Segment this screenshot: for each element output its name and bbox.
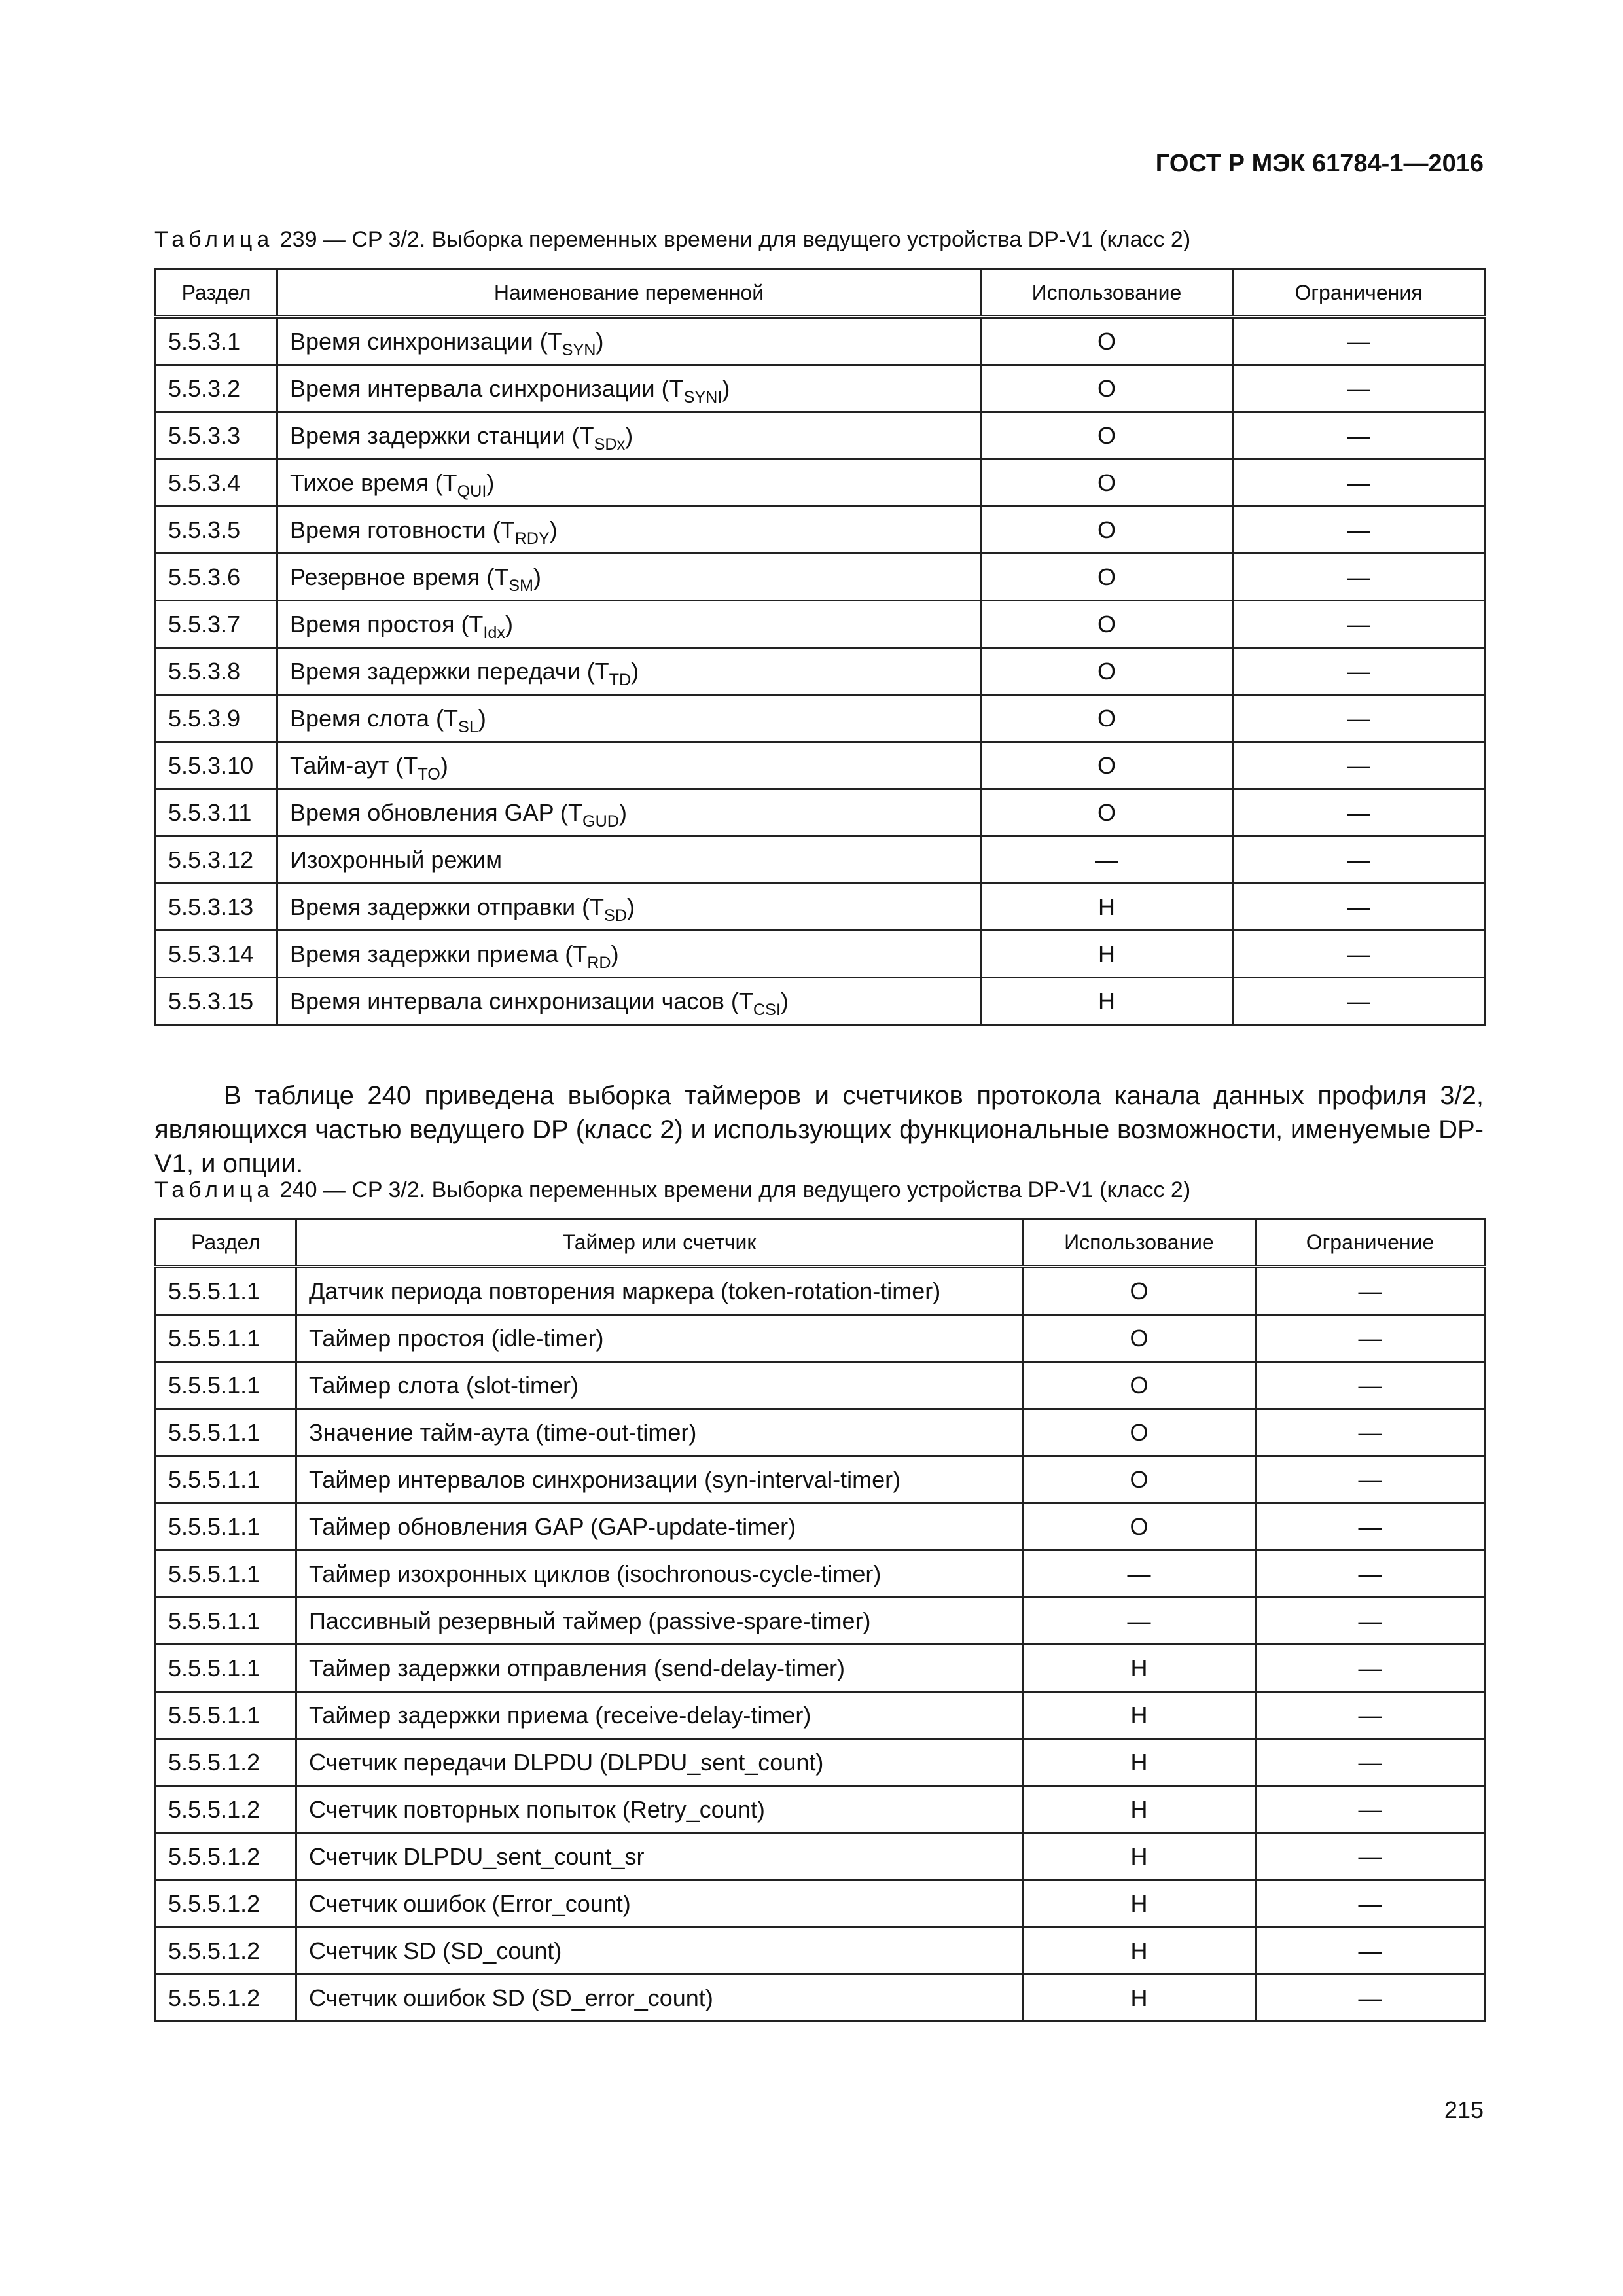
table-row: [156, 931, 1485, 978]
restriction-cell: —: [1233, 648, 1485, 695]
restriction-cell: —: [1233, 507, 1485, 554]
timer-name-cell: Счетчик ошибок SD (SD_error_count): [296, 1975, 1023, 2022]
table-row: [156, 648, 1485, 695]
table-row: [156, 1786, 1485, 1833]
restriction-cell: —: [1233, 601, 1485, 648]
variable-subscript: RDY: [514, 529, 550, 548]
restriction-cell: —: [1233, 459, 1485, 507]
variable-name-cell: [277, 836, 981, 884]
table-row: [156, 884, 1485, 931]
table-row: [156, 1692, 1485, 1739]
timer-name-cell: Пассивный резервный таймер (passive-spare-timer): [296, 1598, 1023, 1645]
section-cell: 5.5.5.1.1: [156, 1266, 296, 1315]
variable-name-cell: [277, 789, 981, 836]
variable-name: Время задержки передачи (T: [290, 657, 609, 685]
variable-name-cell: [277, 459, 981, 507]
variable-subscript: Idx: [483, 623, 506, 642]
usage-cell: O: [981, 412, 1233, 459]
section-cell: 5.5.5.1.1: [156, 1315, 296, 1362]
variable-subscript: SYNI: [683, 387, 722, 406]
column-header-usage: Использование: [1023, 1219, 1256, 1267]
section-cell: 5.5.5.1.2: [156, 1739, 296, 1786]
section-cell: 5.5.5.1.1: [156, 1456, 296, 1503]
page-number: 215: [1444, 2096, 1484, 2123]
restriction-cell: —: [1233, 554, 1485, 601]
usage-cell: O: [981, 317, 1233, 365]
section-cell: 5.5.3.15: [156, 978, 277, 1025]
restriction-cell: —: [1256, 1833, 1485, 1880]
caption-text: 239 — CP 3/2. Выборка переменных времени для ведущего устройства DP-V1 (класс 2): [274, 227, 1191, 252]
usage-cell: H: [981, 884, 1233, 931]
table-row: [156, 1833, 1485, 1880]
section-cell: 5.5.3.12: [156, 836, 277, 884]
body-paragraph: В таблице 240 приведена выборка таймеров и счетчиков протокола канала данных профиля 3/2, являющихся частью ведущего DP (класс 2) и использующих функциональные возможности, именуемые DP-V1, и опции.: [154, 1081, 1484, 1178]
caption-word: Таблица: [154, 227, 274, 252]
document-header: ГОСТ Р МЭК 61784-1—2016: [1155, 150, 1484, 177]
variable-name: Время слота (T: [290, 704, 459, 732]
timer-name-cell: Таймер задержки отправления (send-delay-timer): [296, 1645, 1023, 1692]
section-cell: 5.5.5.1.2: [156, 1786, 296, 1833]
section-cell: 5.5.5.1.1: [156, 1551, 296, 1598]
caption-word: Таблица: [154, 1177, 274, 1202]
table-row: [156, 1645, 1485, 1692]
section-cell: 5.5.5.1.2: [156, 1975, 296, 2022]
usage-cell: O: [1023, 1266, 1256, 1315]
variable-name: Время простоя (T: [290, 610, 484, 637]
usage-cell: O: [981, 554, 1233, 601]
usage-cell: H: [981, 931, 1233, 978]
section-cell: 5.5.3.4: [156, 459, 277, 507]
section-cell: 5.5.5.1.2: [156, 1928, 296, 1975]
section-cell: 5.5.5.1.1: [156, 1598, 296, 1645]
usage-cell: —: [1023, 1598, 1256, 1645]
variable-subscript: RD: [587, 953, 611, 972]
table-row: [156, 1975, 1485, 2022]
table-row: [156, 1503, 1485, 1551]
table-row: [156, 1362, 1485, 1409]
timer-name-cell: Счетчик повторных попыток (Retry_count): [296, 1786, 1023, 1833]
variable-subscript: SYN: [562, 340, 596, 359]
table-row: [156, 459, 1485, 507]
timer-name-cell: Таймер слота (slot-timer): [296, 1362, 1023, 1409]
restriction-cell: —: [1256, 1551, 1485, 1598]
variable-name-cell: [277, 507, 981, 554]
restriction-cell: —: [1233, 317, 1485, 365]
restriction-cell: —: [1233, 884, 1485, 931]
variable-name: Резервное время (T: [290, 563, 509, 590]
restriction-cell: —: [1256, 1266, 1485, 1315]
closing-paren: ): [631, 657, 639, 685]
restriction-cell: —: [1233, 978, 1485, 1025]
section-cell: 5.5.3.5: [156, 507, 277, 554]
usage-cell: H: [1023, 1928, 1256, 1975]
table-row: [156, 1409, 1485, 1456]
column-header-usage: Использование: [981, 270, 1233, 317]
variable-name: Время задержки станции (T: [290, 422, 594, 449]
restriction-cell: —: [1256, 1692, 1485, 1739]
section-cell: 5.5.3.13: [156, 884, 277, 931]
usage-cell: O: [981, 789, 1233, 836]
table-row: [156, 554, 1485, 601]
section-cell: 5.5.5.1.1: [156, 1645, 296, 1692]
timer-name-cell: Значение тайм-аута (time-out-timer): [296, 1409, 1023, 1456]
usage-cell: H: [1023, 1739, 1256, 1786]
variable-subscript: GUD: [582, 812, 619, 831]
usage-cell: O: [981, 507, 1233, 554]
variable-name-cell: [277, 695, 981, 742]
usage-cell: O: [981, 459, 1233, 507]
closing-paren: ): [478, 704, 486, 732]
caption-text: 240 — CP 3/2. Выборка переменных времени для ведущего устройства DP-V1 (класс 2): [274, 1177, 1191, 1202]
closing-paren: ): [619, 798, 627, 826]
section-cell: 5.5.3.8: [156, 648, 277, 695]
variable-subscript: CSI: [753, 1000, 781, 1019]
table-row: [156, 789, 1485, 836]
table-row: [156, 695, 1485, 742]
section-cell: 5.5.3.3: [156, 412, 277, 459]
closing-paren: ): [533, 563, 542, 590]
usage-cell: H: [1023, 1833, 1256, 1880]
usage-cell: H: [1023, 1786, 1256, 1833]
timer-name-cell: Таймер интервалов синхронизации (syn-interval-timer): [296, 1456, 1023, 1503]
section-cell: 5.5.3.2: [156, 365, 277, 412]
restriction-cell: —: [1233, 789, 1485, 836]
column-header-section: Раздел: [156, 1219, 296, 1267]
restriction-cell: —: [1233, 931, 1485, 978]
column-header-restriction: Ограничение: [1256, 1219, 1485, 1267]
table-row: [156, 1739, 1485, 1786]
variable-name: Время готовности (T: [290, 516, 515, 543]
restriction-cell: —: [1233, 836, 1485, 884]
usage-cell: H: [1023, 1975, 1256, 2022]
variable-name-cell: [277, 365, 981, 412]
table-240: [154, 1218, 1486, 2022]
closing-paren: ): [780, 987, 789, 1014]
table-row: [156, 1266, 1485, 1315]
variable-subscript: TO: [418, 764, 440, 783]
variable-name: Время интервала синхронизации часов (T: [290, 987, 753, 1014]
usage-cell: O: [981, 648, 1233, 695]
variable-name-cell: [277, 554, 981, 601]
closing-paren: ): [549, 516, 558, 543]
section-cell: 5.5.5.1.1: [156, 1362, 296, 1409]
restriction-cell: —: [1256, 1645, 1485, 1692]
table-row: [156, 1456, 1485, 1503]
variable-name-cell: [277, 931, 981, 978]
closing-paren: ): [505, 610, 514, 637]
section-cell: 5.5.5.1.1: [156, 1503, 296, 1551]
usage-cell: O: [1023, 1503, 1256, 1551]
usage-cell: H: [1023, 1692, 1256, 1739]
variable-name-cell: [277, 742, 981, 789]
usage-cell: O: [1023, 1456, 1256, 1503]
restriction-cell: —: [1233, 742, 1485, 789]
variable-subscript: SDx: [594, 435, 626, 454]
table-240-caption: [154, 1176, 1483, 1204]
variable-name: Время задержки приема (T: [290, 940, 588, 967]
section-cell: 5.5.3.14: [156, 931, 277, 978]
column-header-timer-or-counter: Таймер или счетчик: [296, 1219, 1023, 1267]
section-cell: 5.5.5.1.1: [156, 1692, 296, 1739]
usage-cell: O: [1023, 1362, 1256, 1409]
variable-name-cell: [277, 412, 981, 459]
usage-cell: H: [1023, 1645, 1256, 1692]
variable-name: Тайм-аут (T: [290, 751, 418, 779]
column-header-restrictions: Ограничения: [1233, 270, 1485, 317]
column-header-section: Раздел: [156, 270, 277, 317]
section-cell: 5.5.3.7: [156, 601, 277, 648]
section-cell: 5.5.3.1: [156, 317, 277, 365]
variable-subscript: QUI: [457, 482, 487, 501]
timer-name-cell: Таймер изохронных циклов (isochronous-cycle-timer): [296, 1551, 1023, 1598]
variable-name-cell: [277, 648, 981, 695]
closing-paren: ): [486, 469, 495, 496]
section-cell: 5.5.3.9: [156, 695, 277, 742]
table-row: [156, 507, 1485, 554]
table-row: [156, 1598, 1485, 1645]
restriction-cell: —: [1233, 412, 1485, 459]
section-cell: 5.5.5.1.1: [156, 1409, 296, 1456]
closing-paren: ): [596, 327, 604, 355]
usage-cell: O: [981, 695, 1233, 742]
restriction-cell: —: [1233, 695, 1485, 742]
section-cell: 5.5.3.10: [156, 742, 277, 789]
table-239-caption: [154, 226, 1483, 253]
timer-name-cell: Таймер простоя (idle-timer): [296, 1315, 1023, 1362]
closing-paren: ): [611, 940, 619, 967]
usage-cell: —: [1023, 1551, 1256, 1598]
closing-paren: ): [625, 422, 633, 449]
timer-name-cell: Датчик периода повторения маркера (token-rotation-timer): [296, 1266, 1023, 1315]
table-row: [156, 742, 1485, 789]
table-row: [156, 836, 1485, 884]
closing-paren: ): [627, 893, 635, 920]
table-row: [156, 412, 1485, 459]
variable-name: Время синхронизации (T: [290, 327, 562, 355]
variable-subscript: SM: [508, 576, 534, 595]
variable-name-cell: [277, 601, 981, 648]
timer-name-cell: Счетчик SD (SD_count): [296, 1928, 1023, 1975]
usage-cell: O: [981, 601, 1233, 648]
section-cell: 5.5.3.6: [156, 554, 277, 601]
table-row: [156, 1315, 1485, 1362]
restriction-cell: —: [1256, 1315, 1485, 1362]
restriction-cell: —: [1256, 1362, 1485, 1409]
restriction-cell: —: [1256, 1409, 1485, 1456]
section-cell: 5.5.5.1.2: [156, 1833, 296, 1880]
variable-name-cell: [277, 884, 981, 931]
variable-name: Время интервала синхронизации (T: [290, 374, 684, 402]
usage-cell: O: [1023, 1409, 1256, 1456]
restriction-cell: —: [1256, 1786, 1485, 1833]
table-row: [156, 1880, 1485, 1928]
usage-cell: O: [981, 365, 1233, 412]
table-header-row: [156, 1219, 1485, 1267]
variable-name-cell: [277, 978, 981, 1025]
restriction-cell: —: [1256, 1598, 1485, 1645]
timer-name-cell: Счетчик DLPDU_sent_count_sr: [296, 1833, 1023, 1880]
restriction-cell: —: [1256, 1739, 1485, 1786]
table-row: [156, 365, 1485, 412]
variable-name: Тихое время (T: [290, 469, 457, 496]
usage-cell: H: [1023, 1880, 1256, 1928]
variable-name: Изохронный режим: [290, 846, 502, 873]
variable-subscript: TD: [609, 670, 632, 689]
usage-cell: —: [981, 836, 1233, 884]
variable-subscript: SL: [458, 717, 478, 736]
restriction-cell: —: [1256, 1503, 1485, 1551]
restriction-cell: —: [1233, 365, 1485, 412]
variable-name: Время обновления GAP (T: [290, 798, 583, 826]
table-239: [154, 268, 1486, 1026]
table-row: [156, 601, 1485, 648]
table-header-row: [156, 270, 1485, 317]
usage-cell: O: [1023, 1315, 1256, 1362]
table-row: [156, 317, 1485, 365]
closing-paren: ): [440, 751, 448, 779]
timer-name-cell: Таймер обновления GAP (GAP-update-timer): [296, 1503, 1023, 1551]
table-row: [156, 1551, 1485, 1598]
timer-name-cell: Счетчик ошибок (Error_count): [296, 1880, 1023, 1928]
closing-paren: ): [722, 374, 730, 402]
section-cell: 5.5.5.1.2: [156, 1880, 296, 1928]
variable-subscript: SD: [604, 906, 628, 925]
timer-name-cell: Таймер задержки приема (receive-delay-timer): [296, 1692, 1023, 1739]
column-header-variable-name: Наименование переменной: [277, 270, 981, 317]
restriction-cell: —: [1256, 1456, 1485, 1503]
section-cell: 5.5.3.11: [156, 789, 277, 836]
table-row: [156, 1928, 1485, 1975]
variable-name: Время задержки отправки (T: [290, 893, 605, 920]
usage-cell: H: [981, 978, 1233, 1025]
restriction-cell: —: [1256, 1928, 1485, 1975]
table-row: [156, 978, 1485, 1025]
restriction-cell: —: [1256, 1975, 1485, 2022]
usage-cell: O: [981, 742, 1233, 789]
timer-name-cell: Счетчик передачи DLPDU (DLPDU_sent_count): [296, 1739, 1023, 1786]
restriction-cell: —: [1256, 1880, 1485, 1928]
variable-name-cell: [277, 317, 981, 365]
